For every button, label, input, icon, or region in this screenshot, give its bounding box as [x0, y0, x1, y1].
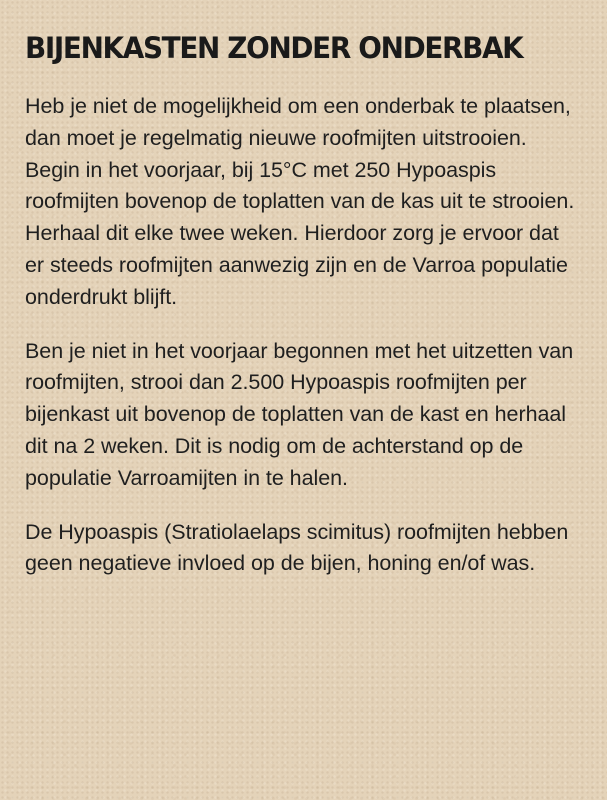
paragraph-3: De Hypoaspis (Stratiolaelaps scimitus) roofmijten hebben geen negatieve invloed op de bijen, honing en/of was.	[25, 519, 569, 576]
article-title: BIJENKASTEN ZONDER ONDERBAK	[25, 31, 523, 65]
paragraph-2: Ben je niet in het voorjaar begonnen met het uitzetten van roofmijten, strooi dan 2.500 Hypoaspis roofmijten per bijenkast uit bovenop de toplatten van de kast en herhaal dit na 2 weken. Dit is nodig om de achterstand op de populatie Varroamijten in te halen.	[25, 338, 574, 490]
paragraph-1: Heb je niet de mogelijkheid om een onderbak te plaatsen, dan moet je regelmatig nieuwe roofmijten uitstrooien. Begin in het voorjaar, bij 15°C met 250 Hypoaspis roofmijten bovenop de toplatten van de kas uit te strooien. Herhaal dit elke twee weken. Hierdoor zorg je ervoor dat er steeds roofmijten aanwezig zijn en de Varroa populatie onderdrukt blijft.	[25, 94, 575, 309]
